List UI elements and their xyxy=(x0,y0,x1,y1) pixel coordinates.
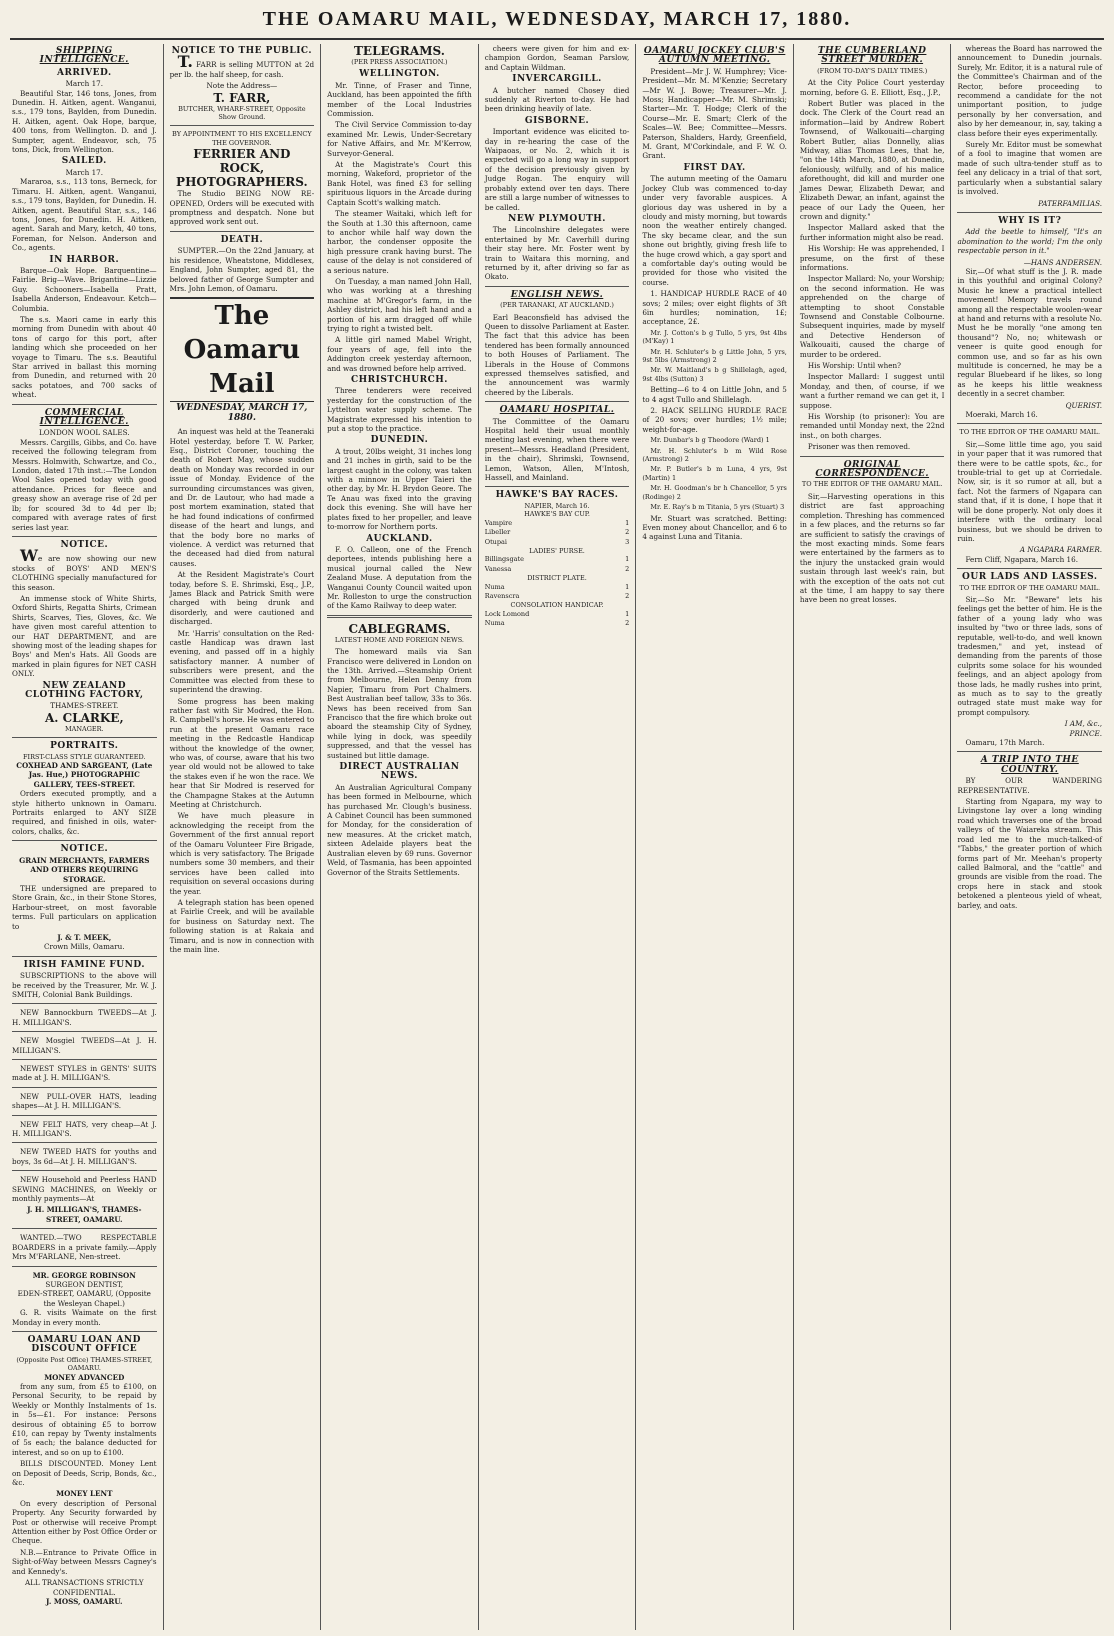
divider xyxy=(12,1003,157,1004)
telegrams-sub: (PER PRESS ASSOCIATION.) xyxy=(351,58,448,66)
placing: 2 xyxy=(625,591,630,600)
ad-item: NEW Mosgiel TWEEDS—At J. H. MILLIGAN'S. xyxy=(12,1036,157,1055)
divider xyxy=(957,751,1102,752)
shipping-heading: SHIPPING INTELLIGENCE. xyxy=(39,46,129,66)
new-plymouth-text: The Lincolnshire delegates were entertained by Mr. Caverhill during their stay here. Mr. Foster went by train to Waitara this morning, and returned by it, after driving so far as Okato. xyxy=(484,225,630,282)
murder-paragraph: His Worship (to prisoner): You are remanded until Monday next, the 22nd inst., on both charges. xyxy=(799,412,945,440)
ladies-results xyxy=(485,555,630,574)
notice-items: An immense stock of White Shirts, Oxford Shirts, Regatta Shirts, Crimean Shirts, Scarves, Ties, Gloves, &c. We have given most careful attention to our HAT DEPARTMENT, and are showing most of the leading shapes for Boys' and Men's Hats. All Goods are marked in plain figures for NET CASH ONLY. xyxy=(12,593,157,679)
divider xyxy=(957,568,1102,569)
murder-court: At the City Police Court yesterday morning, before G. E. Elliott, Esq., J.P., xyxy=(799,78,945,97)
divider xyxy=(12,1059,157,1060)
jockey-club-officers: President—Mr J. W. Humphrey; Vice-President—Mr. M. M'Kenzie; Secretary—Mr W. J. Bowe; Treasurer—Mr. J. Moss; Handicapper—Mr. M. Shrimski; Starter—Mr. T. Hodge; Clerk of the Course—Mr. E. Smart; Clerk of the Scales—W. Bee; Committee—Messrs. Paterson, Shalders, Hardy, Greenfield, M. Grant, M'Corkindale, and F. W. O. Grant. xyxy=(642,66,787,161)
divider xyxy=(12,536,157,537)
telegram-item: The Civil Service Commission to-day examined Mr. Lewis, Under-Secretary for Native Affairs, and Mr. M'Kerrow, Surveyor-General. xyxy=(327,120,472,158)
leader-paragraph: Some progress has been making rather fast with Sir Modred, the Hon. R. Campbell's horse. He was entered to run at the present Oamaru race meeting in the Redcastle Handicap without the knowledge of the owner, who was, of course, aware that his two year old would not be allowed to take the stakes even if he won the race. We hear that Sir Modred is reserved for the Champagne Stakes at the Autumn Meeting at Christchurch. xyxy=(169,696,315,809)
place-date: Fern Cliff, Ngapara, March 16. xyxy=(965,554,1078,564)
divider xyxy=(12,404,157,405)
place-date: Moeraki, March 16. xyxy=(965,410,1038,420)
divider xyxy=(485,486,630,487)
divider xyxy=(12,737,157,738)
cup-heading: HAWKE'S BAY CUP. xyxy=(524,510,590,519)
lads-heading: OUR LADS AND LASSES. xyxy=(962,572,1098,583)
signature: PATERFAMILIAS. xyxy=(1038,198,1103,208)
signature: A NGAPARA FARMER. xyxy=(1019,545,1103,555)
signature: I AM, &c., xyxy=(1064,719,1103,729)
horse-name: Lock Lomond xyxy=(484,609,530,618)
invercargill-heading: INVERCARGILL. xyxy=(512,74,602,85)
divider xyxy=(12,1266,157,1267)
why-quote: Add the beetle to himself, "It's an abomination to the world; I'm the only respectable person in it." xyxy=(957,227,1103,256)
bills-text: BILLS DISCOUNTED. Money Lent on Deposit of Deeds, Scrip, Bonds, &c., &c. xyxy=(12,1459,157,1488)
race-result: Mr. P. Butler's b m Luna, 4 yrs, 9st (Martin) 1 xyxy=(642,465,787,482)
murder-paragraph: Prisoner was then removed. xyxy=(807,442,911,452)
column-1 xyxy=(6,44,163,1630)
dunedin-text: A trout, 20lbs weight, 31 inches long and 21 inches in girth, said to be the largest caught in the colony, was taken with a minnow in Upper Taieri the other day, by Mr. H. Brydon Geore. The Te Anau was fixed into the graving dock this evening. She will have her plates fixed to her propeller, and leave to-morrow for Northern ports. xyxy=(327,446,472,532)
grain-address: Crown Mills, Oamaru. xyxy=(44,942,125,952)
continued-text: Surely Mr. Editor must be somewhat of a fool to imagine that women are made of such ultra-tender stuff as to feel any delicacy in a trial of that sort, particularly when a substantial salary is involved. xyxy=(957,140,1103,197)
masthead: THE OAMARU MAIL, WEDNESDAY, MARCH 17, 1880. xyxy=(10,4,1104,40)
coxhead-name: COXHEAD AND SARGEANT, (Late Jas. Hue,) PHOTOGRAPHIC GALLERY, TEES-STREET. xyxy=(16,761,153,789)
divider xyxy=(800,456,945,457)
why-heading: WHY IS IT? xyxy=(998,215,1062,226)
column-5 xyxy=(635,44,793,1630)
trip-text: Starting from Ngapara, my way to Livingstone lay over a long winding road which traverses one of the broad valleys of the Waiareka stream. This road led me to the much-talked-of "Tabbs," the greater portion of which forms part of Mr. Meehan's property called Balmoral, and the "cattle" and grounds are visible from the road. The crops here in stack and stook betokened a plenteous yield of wheat, barley, and oats. xyxy=(957,797,1103,910)
column-4 xyxy=(478,44,636,1630)
notice-text: We are now showing our new stocks of BOYS' AND MEN'S CLOTHING specially manufactured for this season. xyxy=(12,546,157,592)
continued-text: whereas the Board has narrowed the announcement to Dunedin journals. Surely, Mr. Editor, it is a natural rule of the Committee's Chairman and of the Rector, before proceeding to recommend a candidate for the not unimportant position, to judge personally by her conversation, and also by her demeanour, in, say, taking a class before their eyes experimentally. xyxy=(957,44,1103,138)
horse-name: Ravenscra xyxy=(484,591,520,600)
leader-paragraph: At the Resident Magistrate's Court today, before S. E. Shrimski, Esq., J.P., James Black and Patrick Smith were charged with being drunk and disorderly, and were cautioned and discharged. xyxy=(169,570,315,627)
divider xyxy=(957,423,1102,424)
loan-address: (Opposite Post Office) THAMES-STREET, OAMARU. xyxy=(16,1355,153,1373)
race-result: Mr. H. Schluter's b m Wild Rose (Armstrong) 2 xyxy=(642,446,787,464)
divider xyxy=(170,231,315,232)
notice-note: Note the Address— xyxy=(206,81,278,91)
invercargill-text: A butcher named Chosey died suddenly at Riverton to-day. He had been drinking heavily of late. xyxy=(484,85,630,114)
auckland-text: F. O. Calleon, one of the French deportees, intends publishing here a musical journal called the New Zealand Muse. A deputation from the Wanganui County Council waited upon Mr. Rolleston to urge the construction of the Kamo Railway to deep water. xyxy=(327,544,472,611)
continued-text: cheers were given for him and ex-champion Gordon, Seaman Parslow, and Captain Wildman. xyxy=(484,44,630,72)
grain-name: J. & T. MEEK, xyxy=(57,932,112,942)
nz-clothing-manager: A. CLARKE, xyxy=(44,710,124,725)
murder-paragraph: His Worship: Until when? xyxy=(807,361,901,370)
district-heading: DISTRICT PLATE. xyxy=(527,574,587,583)
divider xyxy=(327,615,472,618)
ad-item: NEWEST STYLES in GENTS' SUITS made at J. H. MILLIGAN'S. xyxy=(12,1064,157,1083)
nz-clothing-address: THAMES-STREET. xyxy=(50,701,119,711)
signature: PRINCE. xyxy=(1069,728,1103,738)
death-heading: DEATH. xyxy=(220,234,264,245)
placing: 2 xyxy=(625,528,630,537)
grain-text: THE undersigned are prepared to Store Grain, &c., in their Stone Stores, Harbour-street, on most favorable terms. Full particulars on application to xyxy=(12,883,157,931)
table-row xyxy=(485,583,630,592)
leader-paragraph: A telegraph station has been opened at Fairlie Creek, and will be available for business on Saturday next. The following station is at Rakaia and Timaru, and is now in connection with the main line. xyxy=(169,898,315,955)
commercial-heading: COMMERCIAL INTELLIGENCE. xyxy=(39,407,129,428)
divider xyxy=(170,125,315,126)
paper-title: The Oamaru Mail xyxy=(170,297,315,402)
harbor-heading: IN HARBOR. xyxy=(49,254,120,265)
trip-heading: A TRIP INTO THE COUNTRY. xyxy=(980,755,1079,775)
consolation-results xyxy=(485,610,630,629)
divider xyxy=(485,401,630,402)
nz-clothing-role: MANAGER. xyxy=(64,724,104,733)
scratched-text: Mr. Stuart was scratched. Betting: Even money about Chancellor, and 6 to 4 against Luna and Titania. xyxy=(642,513,787,542)
table-row xyxy=(485,610,630,619)
farr-role: BUTCHER, WHARF-STREET, Opposite Show Ground. xyxy=(178,104,306,122)
hawkes-bay-heading: HAWKE'S BAY RACES. xyxy=(495,490,619,501)
why-text: Sir,—Of what stuff is the J. R. made in this youthful and original Colony? Music he knew a practical intellect movement! Memory travels round among all the respectable woolen-wear at hand and returns with a resolute No. Must he be morally "one among ten thousand"? No, no; whitewash or veneer is quite good enough for common use, and so far as his own multitude is concerned, he may be a regular Bluebeard if he likes, so long as he keeps his little weakness decently in a secret chamber. xyxy=(957,266,1103,399)
cablegrams-heading: CABLEGRAMS. xyxy=(348,621,451,636)
telegram-item: A little girl named Mabel Wright, four years of age, fell into the Addington creek yesterday afternoon, and was drowned before help arrived. xyxy=(327,335,472,373)
robinson-note: G. R. visits Waimate on the first Monday in every month. xyxy=(12,1308,157,1327)
horse-name: Numa xyxy=(484,619,505,628)
arrived-text: Beautiful Star, 146 tons, Jones, from Dunedin. H. Aitken, agent. Wanganui, s.s., 179 tons, Baylden, from Dunedin. H. Aitken, agent. Oak Hope, barque, 400 tons, from Wellington. D. and J. Sumpter, agent. Endeavor, sch, 75 tons, Dick, from Wellington. xyxy=(12,88,157,155)
divider xyxy=(12,1142,157,1143)
money-text: On every description of Personal Property. Any Security forwarded by Post or otherwise will receive Prompt Attention either by Post Office Order or Cheque. xyxy=(12,1498,157,1546)
notice2-heading: NOTICE. xyxy=(60,844,109,855)
english-news-heading: ENGLISH NEWS. xyxy=(510,289,604,300)
ladies-heading: LADIES' PURSE. xyxy=(529,546,585,555)
divider xyxy=(12,840,157,841)
commercial-subheading: LONDON WOOL SALES. xyxy=(39,428,130,438)
divider xyxy=(12,1115,157,1116)
confidential-text: ALL TRANSACTIONS STRICTLY CONFIDENTIAL. xyxy=(24,1578,144,1597)
race-result: Mr. W. Maitland's b g Shillelagh, aged, 9st 4lbs (Sutton) 3 xyxy=(642,366,787,383)
robinson-name: MR. GEORGE ROBINSON xyxy=(32,1270,136,1280)
money-heading: MONEY LENT xyxy=(56,1489,113,1499)
loan-heading: OAMARU LOAN AND DISCOUNT OFFICE xyxy=(27,1334,141,1355)
murder-paragraph: His Worship: He was apprehended, I presume, on the first of these informations. xyxy=(799,244,945,272)
correspondence-text: Sir,—Harvesting operations in this district are fast approaching completion. Threshing has commenced in a few places, and the returns so far are sufficient to satisfy the cravings of the most exacting minds. Some fears were entertained by the farmers as to the injury the unstacked grain would sustain through last week's rain, but with the exception of the oats not cut at the time, I am happy to say there have been no great losses. xyxy=(799,491,945,605)
correspondence-sub: TO THE EDITOR OF THE OAMARU MAIL. xyxy=(801,480,943,489)
hospital-heading: OAMARU HOSPITAL. xyxy=(499,405,615,416)
table-row xyxy=(485,565,630,574)
english-news-text: Earl Beaconsfield has advised the Queen to dissolve Parliament at Easter. The fact that this advice has been tendered has been formally announced to both Houses of Parliament. The Liberals in the House of Commons expressed themselves satisfied, and the announcement was warmly cheered by the Liberals. xyxy=(484,312,630,397)
district-results xyxy=(485,583,630,602)
telegram-item: At the Magistrate's Court this morning, Wakeford, proprietor of the Bank Hotel, was fined £3 for selling spirituous liquors in the Arcade during Captain Scott's walking match. xyxy=(327,160,472,207)
table-row xyxy=(485,555,630,564)
hawkes-bay-sub: NAPIER, March 16. xyxy=(524,501,590,510)
divider xyxy=(12,956,157,957)
leader-paragraph: Mr. 'Harris' consultation on the Red-castle Handicap was drawn last evening, and passed off in a highly satisfactory manner. A number of subscribers were present, and the Committee was elected from these to superintend the drawing. xyxy=(169,628,315,695)
horse-name: Otupai xyxy=(484,537,507,546)
column-3 xyxy=(320,44,478,1630)
placing: 3 xyxy=(625,537,630,546)
harbor-text: Barque—Oak Hope. Barquentine—Fairlie. Brig—Wave. Brigantine—Lizzie Guy. Schooners—Isabella Pratt, Isabella Anderson, Endeavour. Ketch—Columbia. xyxy=(12,265,157,313)
telegram-item: The steamer Waitaki, which left for the South at 1.30 this afternoon, came to anchor while half way down the harbor, the condenser opposite the high pressure crank having burst. The cause of the delay is not considered of a serious nature. xyxy=(327,209,472,275)
arrived-date: March 17. xyxy=(65,79,104,89)
hospital-text: The Committee of the Oamaru Hospital held their usual monthly meeting last evening, when there were present—Messrs. Headland (President, in the chair), Shrimski, Townsend, Lemon, Watson, Allen, M'Intosh, Hassell, and Mainland. xyxy=(484,416,630,483)
divider xyxy=(957,212,1102,213)
paper-date: WEDNESDAY, MARCH 17, 1880. xyxy=(176,403,308,423)
moss-name: J. MOSS, OAMARU. xyxy=(46,1596,123,1606)
murder-paragraph: Inspector Mallard: No, your Worship; on the second information. He was apprehended on the charge of attempting to shoot Constable Townsend and Constable Colbourne. Subsequent inquiries, made by myself and Detective Henderson of Walkouaiti, caused the charge of murder to be ordered. xyxy=(799,274,945,359)
sailed-text: Mararoa, s.s., 113 tons, Berneck, for Timaru. H. Aitken, agent. Wanganui, s.s., 179 tons, Baylden, for Dunedin. H. Aitken, agent. Beautiful Star, s.s., 146 tons, Jones, for Dunedin. H. Aitken, agent. Sarah and Mary, ketch, 40 tons, Foreman, for Nelson. Anderson and Co., agents. xyxy=(12,177,157,253)
cup-results xyxy=(485,519,630,547)
horse-name: Libeller xyxy=(484,528,511,537)
placing: 1 xyxy=(625,518,630,527)
divider xyxy=(12,1031,157,1032)
irish-text: SUBSCRIPTIONS to the above will be received by the Treasurer, Mr. W. J. SMITH, Colonial Bank Buildings. xyxy=(12,971,157,999)
english-news-sub: (PER TARANAKI, AT AUCKLAND.) xyxy=(500,301,614,310)
race-result: Mr. J. Cotton's b g Tullo, 5 yrs, 9st 4lbs (M'Kay) 1 xyxy=(642,328,787,346)
placing: 1 xyxy=(625,609,630,618)
appointment: BY APPOINTMENT TO HIS EXCELLENCY THE GOVERNOR. xyxy=(172,130,312,147)
hack-heading: 2. HACK SELLING HURDLE RACE of 20 sovs; over hurdles; 1½ mile; weight-for-age. xyxy=(642,406,787,434)
race-result: Mr. E. Ray's b m Titania, 5 yrs (Stuart) 3 xyxy=(650,503,785,512)
table-row xyxy=(485,528,630,537)
divider xyxy=(12,1170,157,1171)
auckland-heading: AUCKLAND. xyxy=(366,533,433,544)
sailed-heading: SAILED. xyxy=(61,156,107,167)
ad-item: NEW PULL-OVER HATS, leading shapes—At J. H. MILLIGAN'S. xyxy=(12,1091,157,1111)
christchurch-heading: CHRISTCHURCH. xyxy=(351,375,448,385)
gisborne-heading: GISBORNE. xyxy=(524,115,590,126)
race-result: Mr. H. Schluter's b g Little John, 5 yrs, 9st 5lbs (Armstrong) 2 xyxy=(642,347,787,364)
loan-text: from any sum, from £5 to £100, on Personal Security, to be repaid by Weekly or Monthly Instalments of 1s. in 5s—£1. For instance: Persons desirous of obtaining £5 to borrow £10, can repay by Twenty instalments of 5s each; the balance deducted for interest, and so on up to £100. xyxy=(12,1381,157,1457)
harbor-note: The s.s. Maori came in early this morning from Dunedin with about 40 tons of cargo for this port, after landing which she proceeded on her voyage to Timaru. The s.s. Beautiful Star arrived in ballast this morning from Dunedin, and returned with 20 sacks potatoes, and 700 sacks of wheat. xyxy=(12,314,157,400)
race-result: Mr. H. Goodman's br h Chancellor, 5 yrs (Rodinge) 2 xyxy=(642,484,787,501)
trip-sub: BY OUR WANDERING REPRESENTATIVE. xyxy=(957,776,1103,795)
robinson-role: SURGEON DENTIST, xyxy=(45,1279,124,1289)
notice-public-text: T. FARR is selling MUTTON at 2d per lb. the half sheep, for cash. xyxy=(169,52,315,79)
ad-item: NEW Household and Peerless HAND SEWING MACHINES, on Weekly or monthly payments—At xyxy=(12,1175,157,1204)
leader-paragraph: We have much pleasure in acknowledging the receipt from the Government of the first annual report of the Oamaru Volunteer Fire Brigade, which is very satisfactory. The Brigade numbers some 30 members, and their services have been called into requisition on several occasions during the year. xyxy=(169,811,315,896)
table-row xyxy=(485,519,630,528)
divider xyxy=(12,1087,157,1088)
first-day-heading: FIRST DAY. xyxy=(683,162,746,173)
race-result: Mr. Dunbar's b g Theodore (Ward) 1 xyxy=(650,436,770,445)
notice-public-heading: NOTICE TO THE PUBLIC. xyxy=(171,46,313,56)
christchurch-text: Three tenderers were received yesterday for the construction of the Lyttelton water supply scheme. The Magistrate expressed his intention to put a stop to the practice. xyxy=(327,386,472,434)
divider xyxy=(12,1331,157,1332)
correspondence-sub: TO THE EDITOR OF THE OAMARU MAIL. xyxy=(959,428,1101,437)
table-row xyxy=(485,592,630,601)
wanted-ad: WANTED.—TWO RESPECTABLE BOARDERS in a private family.—Apply Mrs M'FARLANE, Nen-street. xyxy=(12,1233,157,1262)
entrance-text: N.B.—Entrance to Private Office in Sight-of-Way between Messrs Cagney's and Kennedy's. xyxy=(12,1547,157,1576)
telegram-item: On Tuesday, a man named John Hall, who was working at a threshing machine at M'Gregor's farm, in the Ashley district, had his left hand and a portion of his arm dragged off while trying to right a twisted belt. xyxy=(327,276,472,333)
first-day-text: The autumn meeting of the Oamaru Jockey Club was commenced to-day under very favorable auspices. A glorious day was ushered in by a cloudy and misty morning, but towards noon the weather entirely changed. The sky became clear, and the sun shone out brightly, giving fresh life to the huge crowd which, a gay sport and a comfortable day's outing would be provided for those who visited the course. xyxy=(642,174,787,287)
race-result: Betting—6 to 4 on Little John, and 5 to 4 agst Tullo and Shillelagh. xyxy=(642,385,787,404)
portraits-sub: FIRST-CLASS STYLE GUARANTEED. xyxy=(23,752,146,761)
portraits-heading: PORTRAITS. xyxy=(50,741,119,752)
column-2 xyxy=(163,44,321,1630)
column-6 xyxy=(793,44,951,1630)
lads-text: Sir,—So Mr. "Beware" lets his feelings get the better of him. He is the father of a young lady who was insulted by "two or three lads, sons of reputable, well-to-do, and well known tradesmen," and yet, instead of demanding from the parents of those culprits some solace for his wounded feelings, and an abject apology from those lads, he madly rushes into print, as much as to say to the greatly outraged state must make way for prompt compulsory. xyxy=(957,594,1103,717)
murder-heading: THE CUMBERLAND STREET MURDER. xyxy=(817,46,927,66)
jockey-club-heading: OAMARU JOCKEY CLUB'S AUTUMN MEETING. xyxy=(643,46,786,66)
coxhead-text: Orders executed promptly, and a style hitherto unknown in Oamaru. Portraits enlarged to ANY SIZE required, and finished in oils, water-colors, chalks, &c. xyxy=(12,789,157,836)
horse-name: Vanessa xyxy=(484,564,512,573)
horse-name: Vampire xyxy=(484,518,513,527)
placing: 2 xyxy=(625,619,630,628)
new-plymouth-heading: NEW PLYMOUTH. xyxy=(508,213,606,224)
columns xyxy=(6,44,1108,1630)
notice-heading: NOTICE. xyxy=(60,539,109,550)
correspondence-heading: ORIGINAL CORRESPONDENCE. xyxy=(815,459,930,480)
farr-name: T. FARR, xyxy=(213,90,271,105)
divider xyxy=(12,1228,157,1229)
table-row xyxy=(485,619,630,628)
murder-paragraph: Robert Butler was placed in the dock. The Clerk of the Court read an information—laid by Andrew Robert Townsend, of Walkouaiti—charging Robert Butler, alias Donnelly, alias Midway, alias Thomas Lees, that he, "on the 14th March, 1880, at Dunedin, feloniously, wilfully, and of his malice aforethought, did kill and murder one James Dewar, Elizabeth Dewar, and Elizabeth Dewar, an infant, against the peace of our Lady the Queen, her crown and dignity." xyxy=(799,99,945,221)
ferrier-text: The Studio BEING NOW RE-OPENED, Orders will be executed with promptness and despatch. None but approved work sent out. xyxy=(169,189,315,227)
commercial-text: Messrs. Cargills, Gibbs, and Co. have received the following telegram from Messrs. Holmwith, Schwartze, and Co., London, dated 17th inst.:—The London Wool Sales opened today with good attendance. Prices for fleece and greasy show an average rise of 2d per lb; for scoured 3d to 4d per lb; compared with average rates of first series last year. xyxy=(12,437,157,532)
murder-paragraph: Inspector Mallard: I suggest until Monday, and then, of course, if we want a further remand we can get it, I suppose. xyxy=(799,372,945,410)
placing: 1 xyxy=(625,582,630,591)
signature: QUERIST. xyxy=(1065,400,1103,410)
leader-paragraph: An inquest was held at the Teaneraki Hotel yesterday, before T. W. Parker, Esq., District Coroner, touching the death of Robert May, whose sudden death on Monday was recorded in our issue of Monday. Evidence of the surrounding circumstances was given, and Dr. de Lautour, who had made a post mortem examination, stated that he had found indications of confirmed disease of the heart and lungs, and that the body bore no marks of violence. A verdict was returned that the deceased had died from natural causes. xyxy=(169,427,315,568)
direct-heading: DIRECT AUSTRALIAN NEWS. xyxy=(339,762,460,782)
wellington-heading: WELLINGTON. xyxy=(359,69,440,80)
murder-paragraph: Inspector Mallard asked that the further information might also be read. xyxy=(799,223,945,242)
consolation-heading: CONSOLATION HANDICAP. xyxy=(510,601,604,610)
grain-heading: GRAIN MERCHANTS, FARMERS AND OTHERS REQUIRING STORAGE. xyxy=(19,855,150,884)
why-attribution: —HANS ANDERSEN. xyxy=(1023,257,1103,267)
ad-item: NEW FELT HATS, very cheap—At J. H. MILLIGAN'S. xyxy=(12,1119,157,1139)
murder-sub: (FROM TO-DAY'S DAILY TIMES.) xyxy=(817,66,928,75)
correspondence-text: Sir,—Some little time ago, you said in your paper that it was rumored that there were to be cattle spots, &c., for trouble-trial to get up at Corriedale. Now, sir, is it so rumor at all, but a fact. Not the farmers of Ngapara can stand that, if it is done, I hope that it will be done properly. Not only does it interfere with the ordinary local business, but we should be driven to ruin. xyxy=(957,439,1103,543)
ferrier-name: FERRIER AND ROCK, PHOTOGRAPHERS. xyxy=(176,147,308,190)
lads-sub: TO THE EDITOR OF THE OAMARU MAIL. xyxy=(959,583,1101,592)
table-row xyxy=(485,538,630,547)
ad-item: NEW Bannockburn TWEEDS—At J. H. MILLIGAN'S. xyxy=(12,1008,157,1027)
place-date: Oamaru, 17th March. xyxy=(965,738,1045,748)
race-result: 1. HANDICAP HURDLE RACE of 40 sovs; 2 miles; over eight flights of 3ft 6in hurdles; nomination, 1£; acceptance, 2£. xyxy=(642,289,787,327)
telegram-item: Mr. Tinne, of Fraser and Tinne, Auckland, has been appointed the fifth member of the Local Industries Commission. xyxy=(327,80,472,119)
horse-name: Numa xyxy=(484,582,505,591)
telegrams-heading: TELEGRAMS. xyxy=(354,44,445,58)
robinson-address: EDEN-STREET, OAMARU, (Opposite the Wesleyan Chapel.) xyxy=(17,1289,151,1308)
column-7 xyxy=(950,44,1108,1630)
placing: 1 xyxy=(625,555,630,564)
horse-name: Billingsgate xyxy=(484,555,525,564)
placing: 2 xyxy=(625,564,630,573)
direct-text: An Australian Agricultural Company has been formed in Melbourne, which has purchased Mr. Clough's business. A Cabinet Council has been summoned for Monday, for the consideration of new measures. At the cricket match, sixteen Adelaide players beat the Australian eleven by 69 runs. Governor Weld, of Tasmania, has been appointed Governor of the Straits Settlements. xyxy=(327,782,472,877)
loan-sub: MONEY ADVANCED xyxy=(44,1372,125,1382)
milligan-address: J. H. MILLIGAN'S, THAMES-STREET, OAMARU. xyxy=(27,1205,142,1224)
arrived-heading: ARRIVED. xyxy=(56,67,112,78)
nz-clothing-heading: NEW ZEALAND CLOTHING FACTORY, xyxy=(25,680,144,700)
gisborne-text: Important evidence was elicited to-day in re-hearing the case of the Waipaoas, or No. 2, which it is expected will go a long way in support of the decision previously given by Judge Rogan. The enquiry will probably extend over ten days. There are still a large number of witnesses to be called. xyxy=(484,127,630,212)
death-text: SUMPTER.—On the 22nd January, at his residence, Wheatstone, Middlesex, England, John Sumpter, aged 81, the beloved father of George Sumpter and Mrs. John Lemon, of Oamaru. xyxy=(169,246,315,293)
cablegrams-text: The homeward mails via San Francisco were delivered in London on the 13th. Arrived.—Steamship Orient from Melbourne, Helen Denny from Napier, Timaru from Port Chalmers. Best Australian beef tallow, 33s to 36s. News has been received from San Francisco that the fire which broke out aboard the steamship City of Sydney, while lying in dock, was speedily suppressed, and that the vessel has sustained but little damage. xyxy=(327,647,472,760)
dunedin-heading: DUNEDIN. xyxy=(370,435,429,446)
ad-item: NEW TWEED HATS for youths and boys, 3s 6d—At J. H. MILLIGAN'S. xyxy=(12,1147,157,1166)
cablegrams-sub: LATEST HOME AND FOREIGN NEWS. xyxy=(334,635,464,644)
irish-heading: IRISH FAMINE FUND. xyxy=(23,959,145,970)
divider xyxy=(485,286,630,287)
sailed-date: March 17. xyxy=(65,167,104,177)
